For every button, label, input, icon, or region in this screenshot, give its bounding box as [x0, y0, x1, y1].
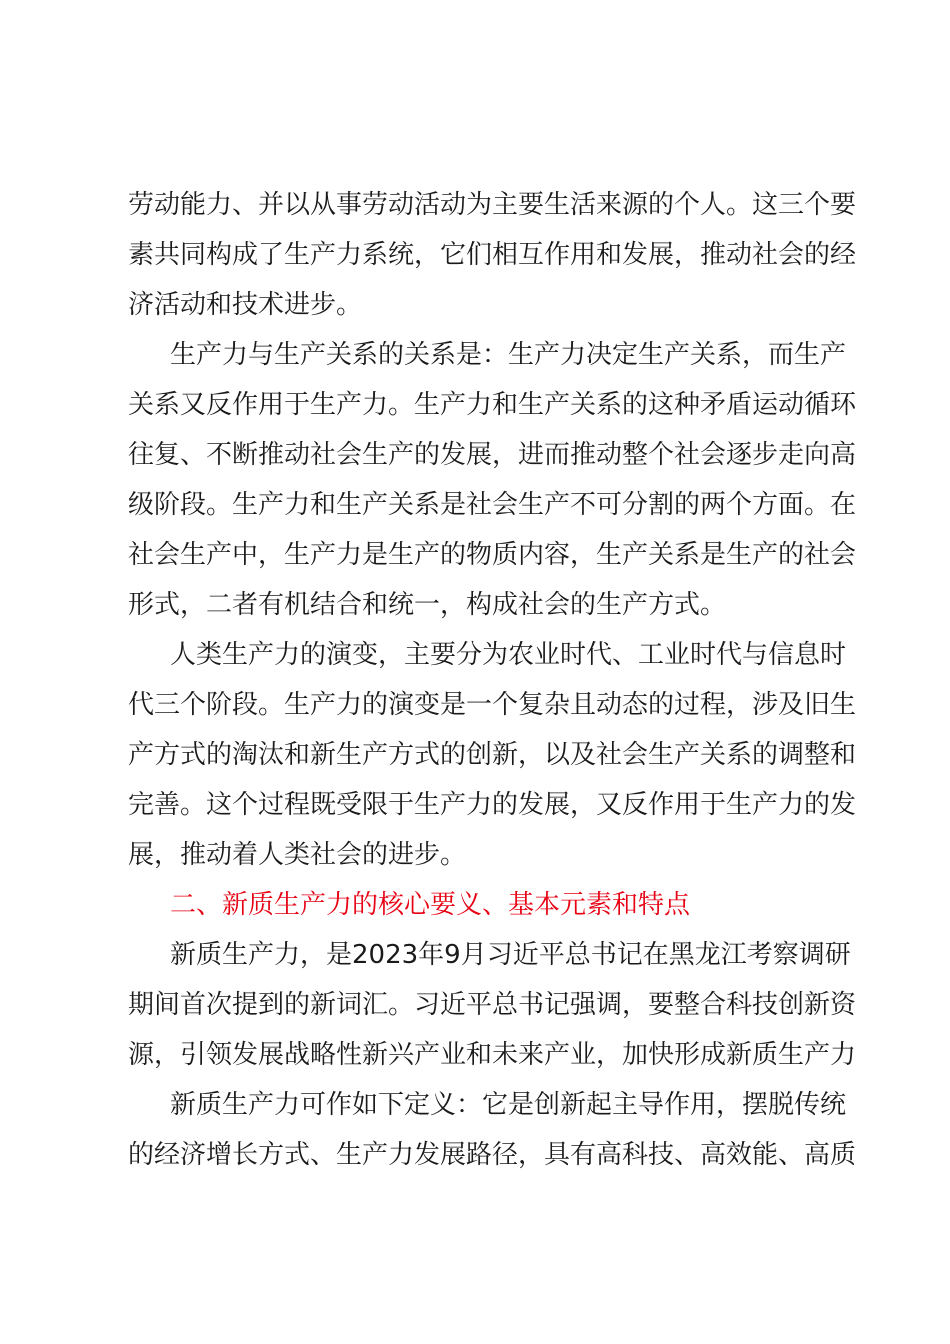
- text-line: 源，引领发展战略性新兴产业和未来产业，加快形成新质生产力: [128, 1040, 857, 1070]
- paragraph-labor-factors: [128, 180, 857, 330]
- text-line: 产方式的淘汰和新生产方式的创新，以及社会生产关系的调整和: [128, 740, 857, 770]
- paragraph-production-relations: [128, 330, 857, 630]
- text-line: 济活动和技术进步。: [128, 290, 363, 320]
- text-line: 劳动能力、并以从事劳动活动为主要生活来源的个人。这三个要: [128, 190, 857, 220]
- text-line: 社会生产中，生产力是生产的物质内容，生产关系是生产的社会: [128, 540, 857, 570]
- text-line: 人类生产力的演变，主要分为农业时代、工业时代与信息时: [170, 640, 847, 670]
- paragraph-new-quality-origin: [128, 930, 857, 1080]
- text-line: 完善。这个过程既受限于生产力的发展，又反作用于生产力的发: [128, 790, 857, 820]
- text-line: 往复、不断推动社会生产的发展，进而推动整个社会逐步走向高: [128, 440, 857, 470]
- paragraph-productivity-evolution: [128, 630, 857, 880]
- paragraph-new-quality-definition: [128, 1080, 857, 1180]
- document-body: [128, 180, 857, 1180]
- text-line: 生产力与生产关系的关系是：生产力决定生产关系，而生产: [170, 340, 847, 370]
- text-line: 展，推动着人类社会的进步。: [128, 840, 467, 870]
- text-line: 素共同构成了生产力系统，它们相互作用和发展，推动社会的经: [128, 240, 857, 270]
- text-line: 新质生产力，是2023年9月习近平总书记在黑龙江考察调研: [170, 940, 851, 970]
- section-heading-text: 二、新质生产力的核心要义、基本元素和特点: [170, 890, 691, 920]
- section-heading: [128, 880, 844, 930]
- text-line: 关系又反作用于生产力。生产力和生产关系的这种矛盾运动循环: [128, 390, 857, 420]
- text-line: 级阶段。生产力和生产关系是社会生产不可分割的两个方面。在: [128, 490, 857, 520]
- text-line: 新质生产力可作如下定义：它是创新起主导作用，摆脱传统: [170, 1090, 847, 1120]
- text-line: 代三个阶段。生产力的演变是一个复杂且动态的过程，涉及旧生: [128, 690, 857, 720]
- text-line: 形式，二者有机结合和统一，构成社会的生产方式。: [128, 590, 727, 620]
- text-line: 期间首次提到的新词汇。习近平总书记强调，要整合科技创新资: [128, 990, 857, 1020]
- text-line: 的经济增长方式、生产力发展路径，具有高科技、高效能、高质: [128, 1140, 857, 1170]
